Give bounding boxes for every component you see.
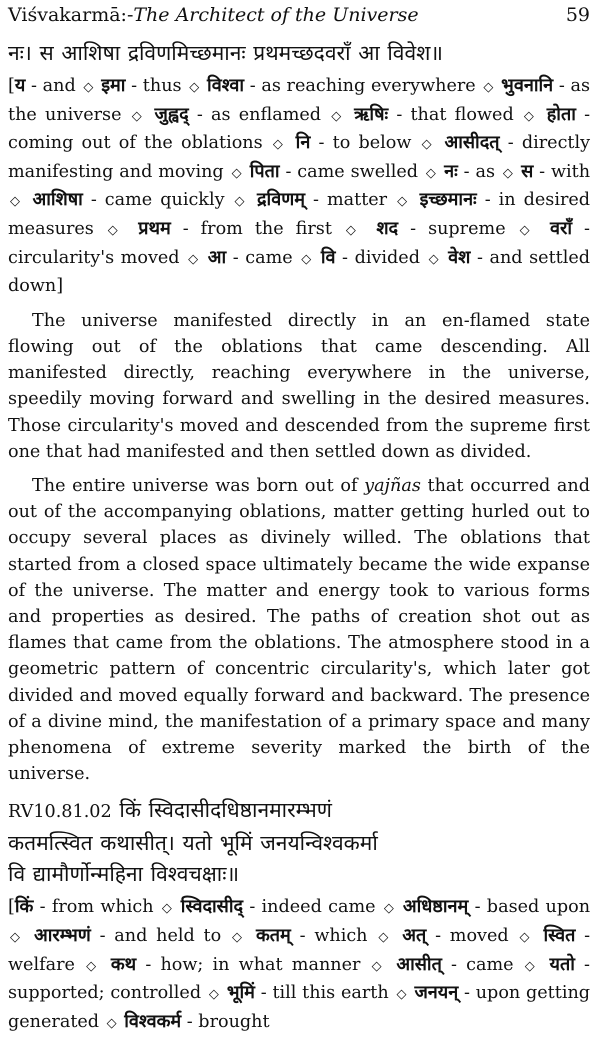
diamond-separator-icon: ◇ [131,108,145,124]
gloss-1-word: पिता [249,160,280,182]
diamond-separator-icon: ◇ [378,930,392,945]
gloss-1-word: आ [207,246,227,268]
verse-1-line: नः। स आशिषा द्रविणमिच्छमानः प्रथमच्छदवराँ आ विवेश॥ [8,41,443,65]
gloss-2-word: कथ [110,953,137,975]
paragraph-2-before: The entire universe was born out of [32,475,365,496]
gloss-2-meaning: - based upon [468,897,591,918]
diamond-separator-icon: ◇ [502,165,514,181]
gloss-1-word: इच्छमानः [419,189,477,211]
page-number: 59 [565,4,590,26]
diamond-separator-icon: ◇ [107,222,125,238]
verse-2-line-2: कतमत्स्वित कथासीत्। यतो भूमिं जनयन्विश्वकर्मा [8,831,378,856]
gloss-1-word: द्रविणम् [256,189,305,211]
paragraph-2-italic: yajñas [364,475,421,496]
gloss-1-meaning: - directly manifesting and moving [8,133,591,182]
gloss-1-word: य [14,75,26,96]
diamond-separator-icon: ◇ [383,901,395,917]
paragraph-2 [8,473,590,787]
diamond-separator-icon: ◇ [396,987,407,1003]
diamond-separator-icon: ◇ [232,930,246,945]
gloss-2-word: स्विदासीद् [180,896,244,918]
paragraph-1: The universe manifested directly in an en-flamed state flowing out of the oblations that came descending. All manifested directly, reaching everywhere in the universe, speedily moving forward and swelling in the desired measures. Those circularity's moved and descended from the supreme first one that had manifested and then settled down as divided. [8,310,590,462]
gloss-1-word: वि [320,246,336,268]
gloss-2-meaning: - welfare [8,926,591,975]
diamond-separator-icon: ◇ [331,108,344,124]
diamond-separator-icon: ◇ [301,251,313,267]
gloss-2 [8,894,590,1037]
diamond-separator-icon: ◇ [345,222,363,238]
diamond-separator-icon: ◇ [523,108,537,124]
gloss-2-word: विश्वकर्म [124,1010,182,1032]
gloss-1-word: आसीदत् [444,132,500,154]
diamond-separator-icon: ◇ [371,958,386,974]
gloss-2-word: किं [14,896,34,918]
gloss-1-word: भुवनानि [501,75,554,96]
gloss-1-meaning: - came quickly [82,190,225,211]
gloss-1-word: प्रथम [138,217,171,239]
gloss-2-meaning: - brought [181,1011,270,1032]
diamond-separator-icon: ◇ [86,958,100,974]
gloss-2-meaning: - supported; controlled [8,954,591,1004]
gloss-1-meaning: - came [226,247,293,268]
gloss-1-meaning: - coming out of the oblations [8,104,591,154]
gloss-1-open-bracket: [ [8,76,15,96]
diamond-separator-icon: ◇ [397,194,410,210]
gloss-1-meaning: - from the first [170,218,332,239]
diamond-separator-icon: ◇ [83,80,94,95]
gloss-1-word: ऋषिः [354,103,389,125]
diamond-separator-icon: ◇ [189,80,200,95]
verse-2 [8,795,590,890]
gloss-2-word: स्वित [543,925,576,946]
diamond-separator-icon: ◇ [106,1015,117,1031]
gloss-1-word: नः [444,160,458,182]
paragraph-2-after: that occurred and out of the accompanying oblations, matter getting hurled out to occupy several places as divinely willed. The oblations that started from a closed space ultimately became the wide expanse of the universe. The matter and energy took to various forms and properties as desired. The paths of creation shot out as flames that came from the oblations. The atmosphere stood in a geometric pattern of concentric circularity's, which later got divided and moved equally forward and backward. The presence of a divine mind, the manifestation of a primary space and many phenomena of extreme severity marked the birth of the universe. [8,475,591,785]
gloss-1-meaning: - circularity's moved [8,218,591,268]
gloss-1-word: स [521,160,534,182]
diamond-separator-icon: ◇ [524,958,539,974]
diamond-separator-icon: ◇ [161,901,173,917]
diamond-separator-icon: ◇ [519,222,537,238]
title-prefix: Viśvakarmā:- [8,4,134,26]
gloss-1-meaning: - and [25,76,76,96]
gloss-2-word: जनयन् [414,982,459,1004]
diamond-separator-icon: ◇ [272,137,286,153]
gloss-2-meaning: - came [441,954,514,975]
gloss-1-meaning: - to below [310,133,412,154]
diamond-separator-icon: ◇ [208,987,220,1003]
gloss-2-meaning: - which [290,926,368,946]
gloss-1-meaning: - that flowed [388,104,514,125]
gloss-1-word: वेश [448,246,471,268]
gloss-2-meaning: - and held to [90,926,222,946]
gloss-1 [8,73,590,300]
diamond-separator-icon: ◇ [428,251,440,267]
gloss-1-meaning: - as enflamed [188,104,322,125]
diamond-separator-icon: ◇ [483,80,494,95]
gloss-1-close-bracket: ] [56,276,64,297]
diamond-separator-icon: ◇ [10,194,23,210]
gloss-1-meaning: - in desired measures [8,190,591,239]
gloss-1-word: विश्वा [207,75,245,96]
gloss-1-word: जुह्वद् [154,103,189,125]
gloss-1-word: शद [376,217,399,239]
diamond-separator-icon: ◇ [421,137,435,153]
gloss-1-meaning: - came swelled [279,161,419,182]
gloss-1-meaning: - with [533,161,591,182]
gloss-2-meaning: - till this earth [254,983,389,1004]
gloss-1-word: होता [546,103,576,125]
diamond-separator-icon: ◇ [10,930,24,945]
gloss-2-word: कतम् [255,925,291,946]
verse-2-line-1-text: किं स्विदासीदधिष्ठानमारम्भणं [119,798,332,823]
gloss-1-meaning: - as [457,161,495,182]
diamond-separator-icon: ◇ [425,165,437,181]
gloss-2-meaning: - upon getting generated [8,983,591,1032]
diamond-separator-icon: ◇ [519,930,533,945]
gloss-1-word: आशिषा [32,189,83,211]
gloss-2-word: भूमिं [226,982,255,1004]
gloss-2-meaning: - from which [33,897,154,918]
running-header [8,0,590,38]
title-rest: The Architect of the Universe [133,4,419,26]
gloss-1-word: इमा [101,75,126,96]
gloss-2-word: अधिष्ठानम् [402,896,469,918]
gloss-1-word: वराँ [550,217,573,239]
gloss-1-meaning: - matter [305,190,388,211]
gloss-2-open-bracket: [ [8,897,15,918]
gloss-1-meaning: - divided [335,247,420,268]
gloss-2-word: अत् [402,925,427,946]
diamond-separator-icon: ◇ [231,165,242,181]
gloss-2-word: आसीत् [396,953,442,975]
gloss-2-meaning: - moved [426,926,509,946]
gloss-2-meaning: - indeed came [243,897,376,918]
gloss-1-meaning: - as reaching everywhere [244,76,476,96]
running-title [8,4,419,26]
gloss-2-meaning: - how; in what manner [136,954,361,975]
gloss-1-meaning: - as the universe [8,76,590,125]
gloss-2-word: यतो [549,953,575,975]
verse-reference: RV10.81.02 [8,802,112,823]
gloss-1-meaning: - supreme [398,218,506,239]
gloss-1-word: नि [295,132,311,154]
verse-2-line-1 [8,795,590,828]
gloss-2-word: आरम्भणं [33,925,91,946]
verse-2-line-3: वि द्यामौर्णोन्महिना विश्वचक्षाः॥ [8,862,240,887]
diamond-separator-icon: ◇ [188,251,200,267]
gloss-1-meaning: - thus [125,76,182,96]
gloss-1-meaning: - and settled down [8,247,591,297]
diamond-separator-icon: ◇ [234,194,247,210]
